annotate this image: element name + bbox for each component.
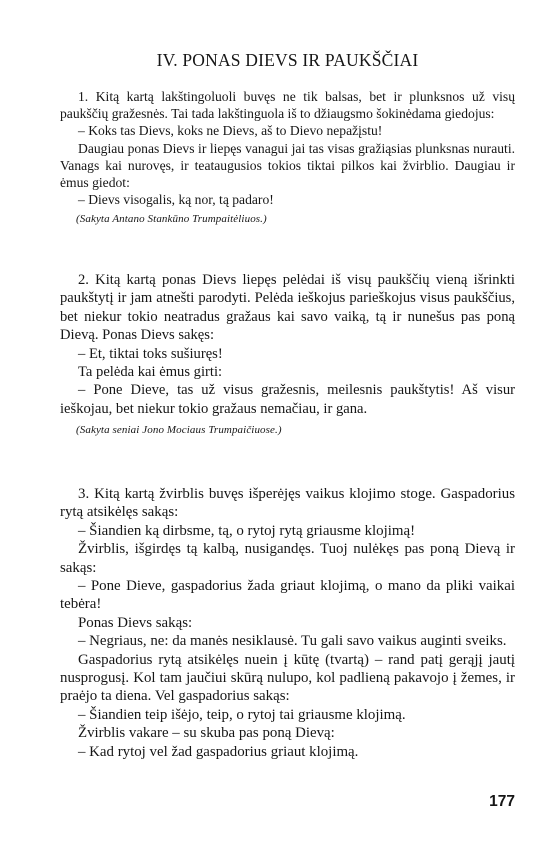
paragraph: – Koks tas Dievs, koks ne Dievs, aš to Dievo nepažįstu!	[78, 123, 383, 139]
paragraph: Ta pelėda kai ėmus girti:	[78, 364, 223, 381]
paragraph: Ponas Dievs sakąs:	[78, 614, 193, 631]
paragraph: Gaspadorius rytą atsikėlęs nuein į kūtę (tvartą) – rand patį gerąjį jautį nusprogusį. Kol tam jaučiui skūrą nulupo, kol padlieną pakavojo į žemes, ir praėjo ta diena. Vel gaspadorius sakąs:	[60, 651, 515, 705]
book-page	[60, 0, 515, 847]
source-note: (Sakyta Antano Stankūno Trumpaitėliuos.)	[76, 213, 267, 226]
paragraph: – Kad rytoj vel žad gaspadorius griaut klojimą.	[78, 743, 359, 760]
paragraph: 1. Kitą kartą lakštingoluoli buvęs ne tik balsas, bet ir plunksnos už visų paukščių gražesnės. Tai tada lakštinguola iš to džiaugsmo šokinėdama giedojus:	[60, 89, 515, 122]
chapter-title: IV. PONAS DIEVS IR PAUKŠČIAI	[156, 50, 419, 70]
paragraph: – Et, tiktai toks sušiuręs!	[78, 345, 223, 362]
story-section-3	[60, 485, 515, 761]
page-number: 177	[489, 793, 515, 810]
paragraph: – Pone Dieve, gaspadorius žada griaut klojimą, o mano da pliki vaikai tebėra!	[60, 578, 515, 613]
story-section-2	[60, 271, 515, 440]
paragraph: Žvirblis, išgirdęs tą kalbą, nusigandęs. Tuoj nulėkęs pas poną Dievą ir sakąs:	[60, 541, 515, 576]
paragraph: – Negriaus, ne: da manės nesiklausė. Tu gali savo vaikus auginti sveiks.	[78, 633, 507, 650]
paragraph: – Šiandien ką dirbsme, tą, o rytoj rytą griausme klojimą!	[78, 522, 416, 539]
paragraph: – Šiandien teip išėjo, teip, o rytoj tai griausme klojimą.	[78, 706, 406, 723]
paragraph: – Dievs visogalis, ką nor, tą padaro!	[78, 192, 274, 208]
paragraph: 2. Kitą kartą ponas Dievs liepęs pelėdai iš visų paukščių vieną išrinkti paukštytį ir jam atnešti parodyti. Pelėda ieškojus parieškojus visus paukščius, bet niekur tokio neatradus gražaus kai savo vaiką, tą ir nunešus pas poną Dievą. Ponas Dievs sakęs:	[60, 272, 515, 344]
paragraph: Daugiau ponas Dievs ir liepęs vanagui jai tas visas gražiąsias plunksnas nurauti. Vanags kai nurovęs, ir teataugusios tokios tiktai pilkos kai žvirblio. Daugiau ir ėmus giedot:	[60, 140, 515, 191]
paragraph: 3. Kitą kartą žvirblis buvęs išperėjęs vaikus klojimo stoge. Gaspadorius rytą atsikėlęs sakąs:	[60, 486, 515, 521]
source-note: (Sakyta seniai Jono Mociaus Trumpaičiuose.)	[76, 424, 282, 437]
paragraph: Žvirblis vakare – su skuba pas poną Dievą:	[78, 725, 335, 742]
story-section-1	[60, 88, 515, 229]
paragraph: – Pone Dieve, tas už visus gražesnis, meilesnis paukštytis! Aš visur ieškojau, bet niekur tokio gražaus nemačiau, ir gana.	[60, 382, 515, 417]
